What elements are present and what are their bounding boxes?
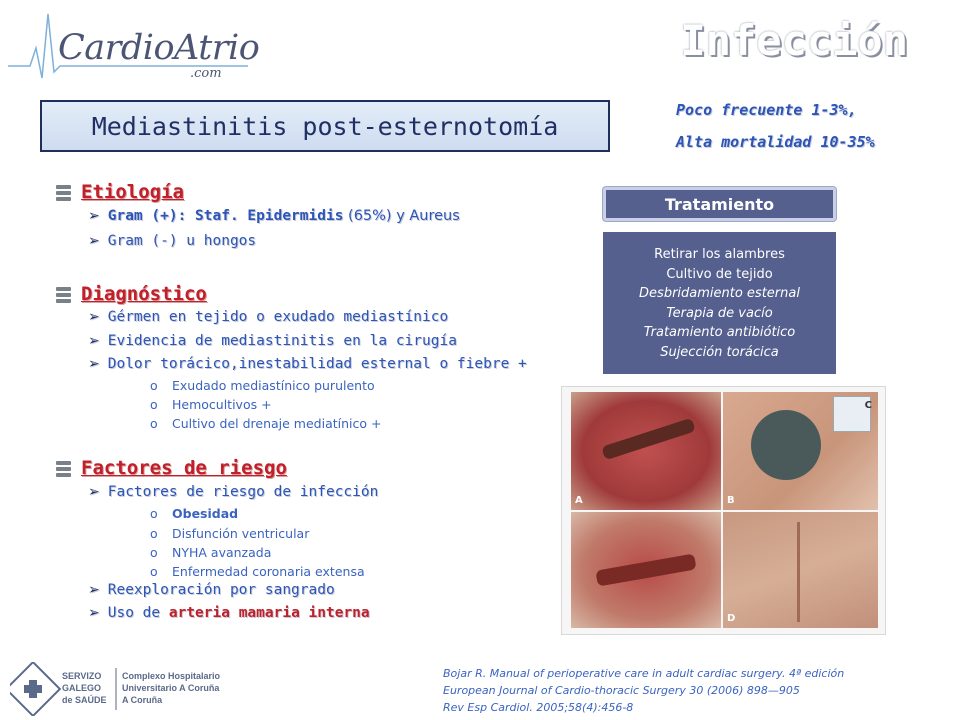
clinical-photo-b <box>723 392 878 510</box>
arrow-icon: ➢ <box>88 484 100 500</box>
item-text: (65%) y Aureus <box>343 208 460 224</box>
treatment-header: Tratamiento <box>603 187 836 221</box>
arrow-icon: ➢ <box>88 233 100 249</box>
sub-item-text: Disfunción ventricular <box>172 526 310 541</box>
frequency-stat: Poco frecuente 1-3%, <box>676 101 857 119</box>
list-item <box>88 309 448 325</box>
logo-name: CardioAtrio <box>58 28 260 68</box>
org-line: GALEGO <box>62 683 102 693</box>
clinical-photo-d <box>723 512 878 628</box>
sub-item-text: Hemocultivos + <box>172 397 272 412</box>
section-etiologia <box>56 181 184 203</box>
bullet-icon <box>56 185 71 200</box>
photo-label: C <box>864 400 872 411</box>
treatment-item: Tratamiento antibiótico <box>643 325 796 340</box>
item-text: Reexploración por sangrado <box>107 582 335 598</box>
item-text: Evidencia de mediastinitis en la cirugía <box>107 333 457 349</box>
sub-item: o NYHA avanzada <box>150 545 272 560</box>
item-emphasis: arteria mamaria interna <box>168 605 370 621</box>
item-emphasis: Gram (+): Staf. Epidermidis <box>107 208 344 224</box>
item-text: Gram (-) u hongos <box>107 233 257 249</box>
list-item <box>88 582 335 598</box>
section-heading: Etiología <box>81 181 184 203</box>
arrow-icon: ➢ <box>88 605 100 621</box>
logo-suffix: .com <box>190 66 222 81</box>
photo-label: A <box>575 495 583 506</box>
arrow-icon: ➢ <box>88 582 100 598</box>
sub-item: o Enfermedad coronaria extensa <box>150 564 365 579</box>
sub-item: o Cultivo del drenaje mediatínico + <box>150 416 382 431</box>
hospital-line: Universitario A Coruña <box>122 683 220 693</box>
sub-item-text: NYHA avanzada <box>172 545 272 560</box>
list-item <box>88 233 256 249</box>
arrow-icon: ➢ <box>88 356 100 372</box>
sub-item-text: Enfermedad coronaria extensa <box>172 564 365 579</box>
org-line: SERVIZO <box>62 671 102 681</box>
org-line: de SAÚDE <box>62 695 107 705</box>
treatment-item: Retirar los alambres <box>654 247 785 262</box>
sub-item: o Hemocultivos + <box>150 397 272 412</box>
section-heading: Diagnóstico <box>81 283 207 305</box>
list-item <box>88 605 370 621</box>
treatment-item: Terapia de vacío <box>666 305 773 321</box>
list-item <box>88 356 527 372</box>
mortality-stat: Alta mortalidad 10-35% <box>676 133 875 151</box>
photo-label: D <box>727 613 736 624</box>
reference: Rev Esp Cardiol. 2005;58(4):456-8 <box>443 701 634 714</box>
reference: Bojar R. Manual of perioperative care in adult cardiac surgery. 4ª edición <box>443 667 845 680</box>
arrow-icon: ➢ <box>88 333 100 349</box>
section-diagnostico <box>56 283 207 305</box>
clinical-photo-a <box>571 392 721 510</box>
hospital-line: A Coruña <box>122 695 163 705</box>
sub-item: o Disfunción ventricular <box>150 526 310 541</box>
bullet-icon <box>56 461 71 476</box>
treatment-item: Desbridamiento esternal <box>639 286 800 301</box>
treatment-item: Sujección torácica <box>660 344 779 360</box>
section-heading: Factores de riesgo <box>81 457 287 479</box>
clinical-photo-c <box>571 512 721 628</box>
sub-item-text: Exudado mediastínico purulento <box>172 378 375 393</box>
treatment-list <box>603 232 836 374</box>
arrow-icon: ➢ <box>88 208 100 224</box>
sub-item-text: Cultivo del drenaje mediatínico + <box>172 416 382 431</box>
sub-item: o Obesidad <box>150 506 239 521</box>
slide-title: Mediastinitis post-esternotomía <box>91 111 559 141</box>
treatment-item: Cultivo de tejido <box>666 266 773 282</box>
title-box <box>40 100 610 152</box>
sub-item: o Exudado mediastínico purulento <box>150 378 375 393</box>
list-item <box>88 484 378 500</box>
list-item <box>88 333 457 349</box>
section-factores <box>56 457 287 479</box>
sergas-chuac-logo <box>10 662 260 716</box>
item-text: Gérmen en tejido o exudado mediastínico <box>107 309 449 325</box>
item-text: Uso de <box>107 605 161 621</box>
reference: European Journal of Cardio-thoracic Surgery 30 (2006) 898—905 <box>443 684 800 697</box>
hospital-line: Complexo Hospitalario <box>122 671 221 681</box>
item-text: Factores de riesgo de infección <box>107 484 379 500</box>
list-item <box>88 208 460 224</box>
sub-item-text: Obesidad <box>172 506 239 521</box>
bullet-icon <box>56 287 71 302</box>
arrow-icon: ➢ <box>88 309 100 325</box>
item-text: Dolor torácico,inestabilidad esternal o fiebre + <box>107 356 527 372</box>
photo-label: B <box>727 495 735 506</box>
slide-heading: Infección <box>680 16 908 65</box>
